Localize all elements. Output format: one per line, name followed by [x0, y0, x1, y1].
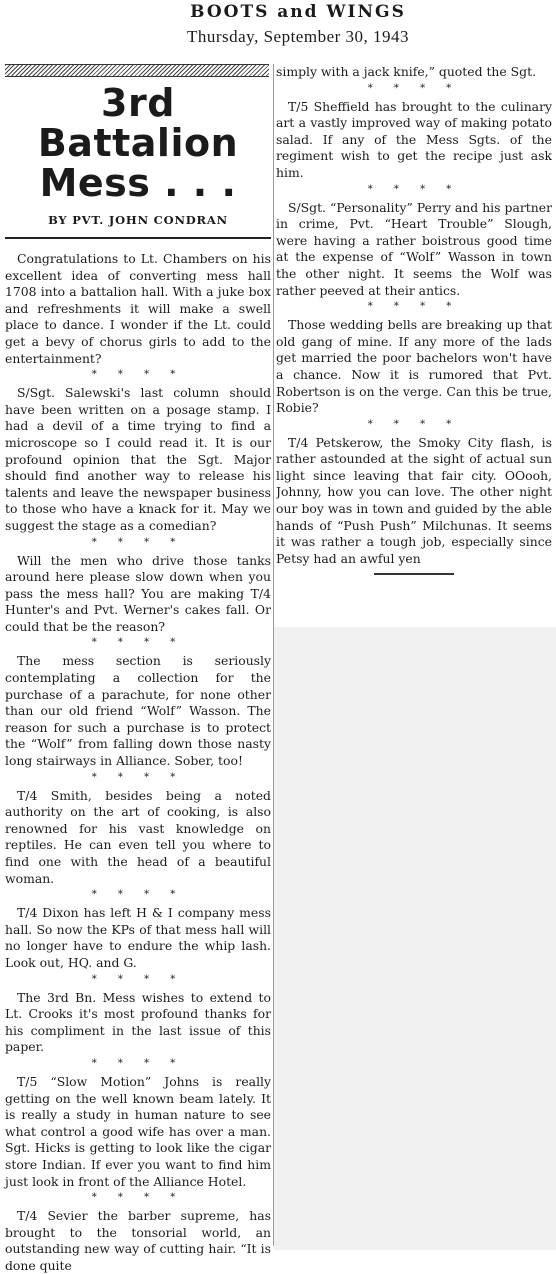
end-rule: [374, 573, 454, 575]
news-item: T/5 “Slow Motion” Johns is really getting on the well known beam lately. It is really a study in human nature to see what control a good wife has over a man. Sgt. Hicks is getting to look like the cigar store Indian. If ever you want to find him just look in front of the Alliance Hotel.: [5, 1073, 271, 1189]
item-separator: * * * *: [91, 771, 185, 783]
masthead: [0, 2, 556, 47]
item-separator: * * * *: [367, 418, 461, 430]
issue-date: Thursday, September 30, 1943: [186, 27, 410, 46]
item-separator: * * * *: [367, 301, 461, 313]
item-separator: * * * *: [367, 82, 461, 94]
blank-area: [274, 627, 556, 1250]
news-item: T/4 Petskerow, the Smoky City flash, is rather astounded at the sight of actual sun light since leaving that fair city. OOooh, Johnny, how you can love. The other night our boy was in town and guided by the able hands of “Push Push” Milchunas. It seems it was rather a tough job, especially since Petsy had an awful yen: [276, 434, 552, 566]
item-separator: * * * *: [91, 973, 185, 985]
item-separator: * * * *: [91, 889, 185, 901]
news-item: T/5 Sheffield has brought to the culinary art a vastly improved way of making potato salad. If any of the Mess Sgts. of the regiment wish to get the recipe just ask him.: [276, 98, 552, 180]
item-separator: * * * *: [91, 1057, 185, 1069]
news-item: S/Sgt. “Personality” Perry and his partner in crime, Pvt. “Heart Trouble” Slough, were having a rather boistrous good time at the expense of “Wolf” Wasson in town the other night. It seems the Wolf was rather peeved at their antics.: [276, 199, 552, 298]
item-separator: * * * *: [367, 183, 461, 195]
item-separator: * * * *: [91, 369, 185, 381]
headline-rule: [5, 237, 271, 239]
newspaper-name: BOOTS and WINGS: [190, 2, 406, 22]
news-item: S/Sgt. Salewski's last column should have been written on a posage stamp. I had a devil of a time trying to find a microscope so I could read it. It is our profound opinion that the Sgt. Major should find another way to release his talents and leave the newspaper business to those who have a knack for it. May we suggest the stage as a comedian?: [5, 385, 271, 533]
right-column: [276, 64, 552, 627]
news-item: T/4 Sevier the barber supreme, has brought to the tonsorial world, an outstanding new way of cutting hair. “It is done quite: [5, 1208, 271, 1273]
news-item: The mess section is seriously contemplating a collection for the purchase of a parachute, for none other than our old friend “Wolf” Wasson. The reason for such a purchase is to protect the “Wolf” from falling down those nasty long stairways in Alliance. Sober, too!: [5, 653, 271, 769]
item-separator: * * * *: [91, 1192, 185, 1204]
news-item: The 3rd Bn. Mess wishes to extend to Lt. Crooks it's most profound thanks for his compliment in the last issue of this paper.: [5, 989, 271, 1055]
news-item: Will the men who drive those tanks around here please slow down when you pass the mess hall? You are making T/4 Hunter's and Pvt. Werner's cakes fall. Or could that be the reason?: [5, 552, 271, 634]
item-separator: * * * *: [91, 637, 185, 649]
item-separator: * * * *: [91, 536, 185, 548]
article-byline: BY PVT. JOHN CONDRAN: [48, 213, 228, 227]
left-column: [5, 64, 271, 1274]
news-item: Those wedding bells are breaking up that old gang of mine. If any more of the lads get married the poor bachelors won't have a chance. Now it is rumored that Pvt. Robertson is on the verge. Can this be true, Robie?: [276, 317, 552, 416]
article-headline: 3rd Battalion Mess . . .: [37, 81, 239, 205]
news-item: T/4 Dixon has left H & I company mess hall. So now the KPs of that mess hall will no longer have to endure the whip lash. Look out, HQ. and G.: [5, 905, 271, 970]
news-item: simply with a jack knife,” quoted the Sgt.: [276, 64, 537, 79]
news-item: Congratulations to Lt. Chambers on his excellent idea of converting mess hall 1708 into a battalion hall. With a juke box and refreshments it will make a swell place to dance. I wonder if the Lt. could get a bevy of chorus girls to add to the entertainment?: [5, 251, 271, 366]
news-item: T/4 Smith, besides being a noted authority on the art of cooking, is also renowned for his vast knowledge on reptiles. He can even tell you where to find one with the head of a beautiful woman.: [5, 787, 271, 886]
hatched-rule: [5, 64, 269, 77]
